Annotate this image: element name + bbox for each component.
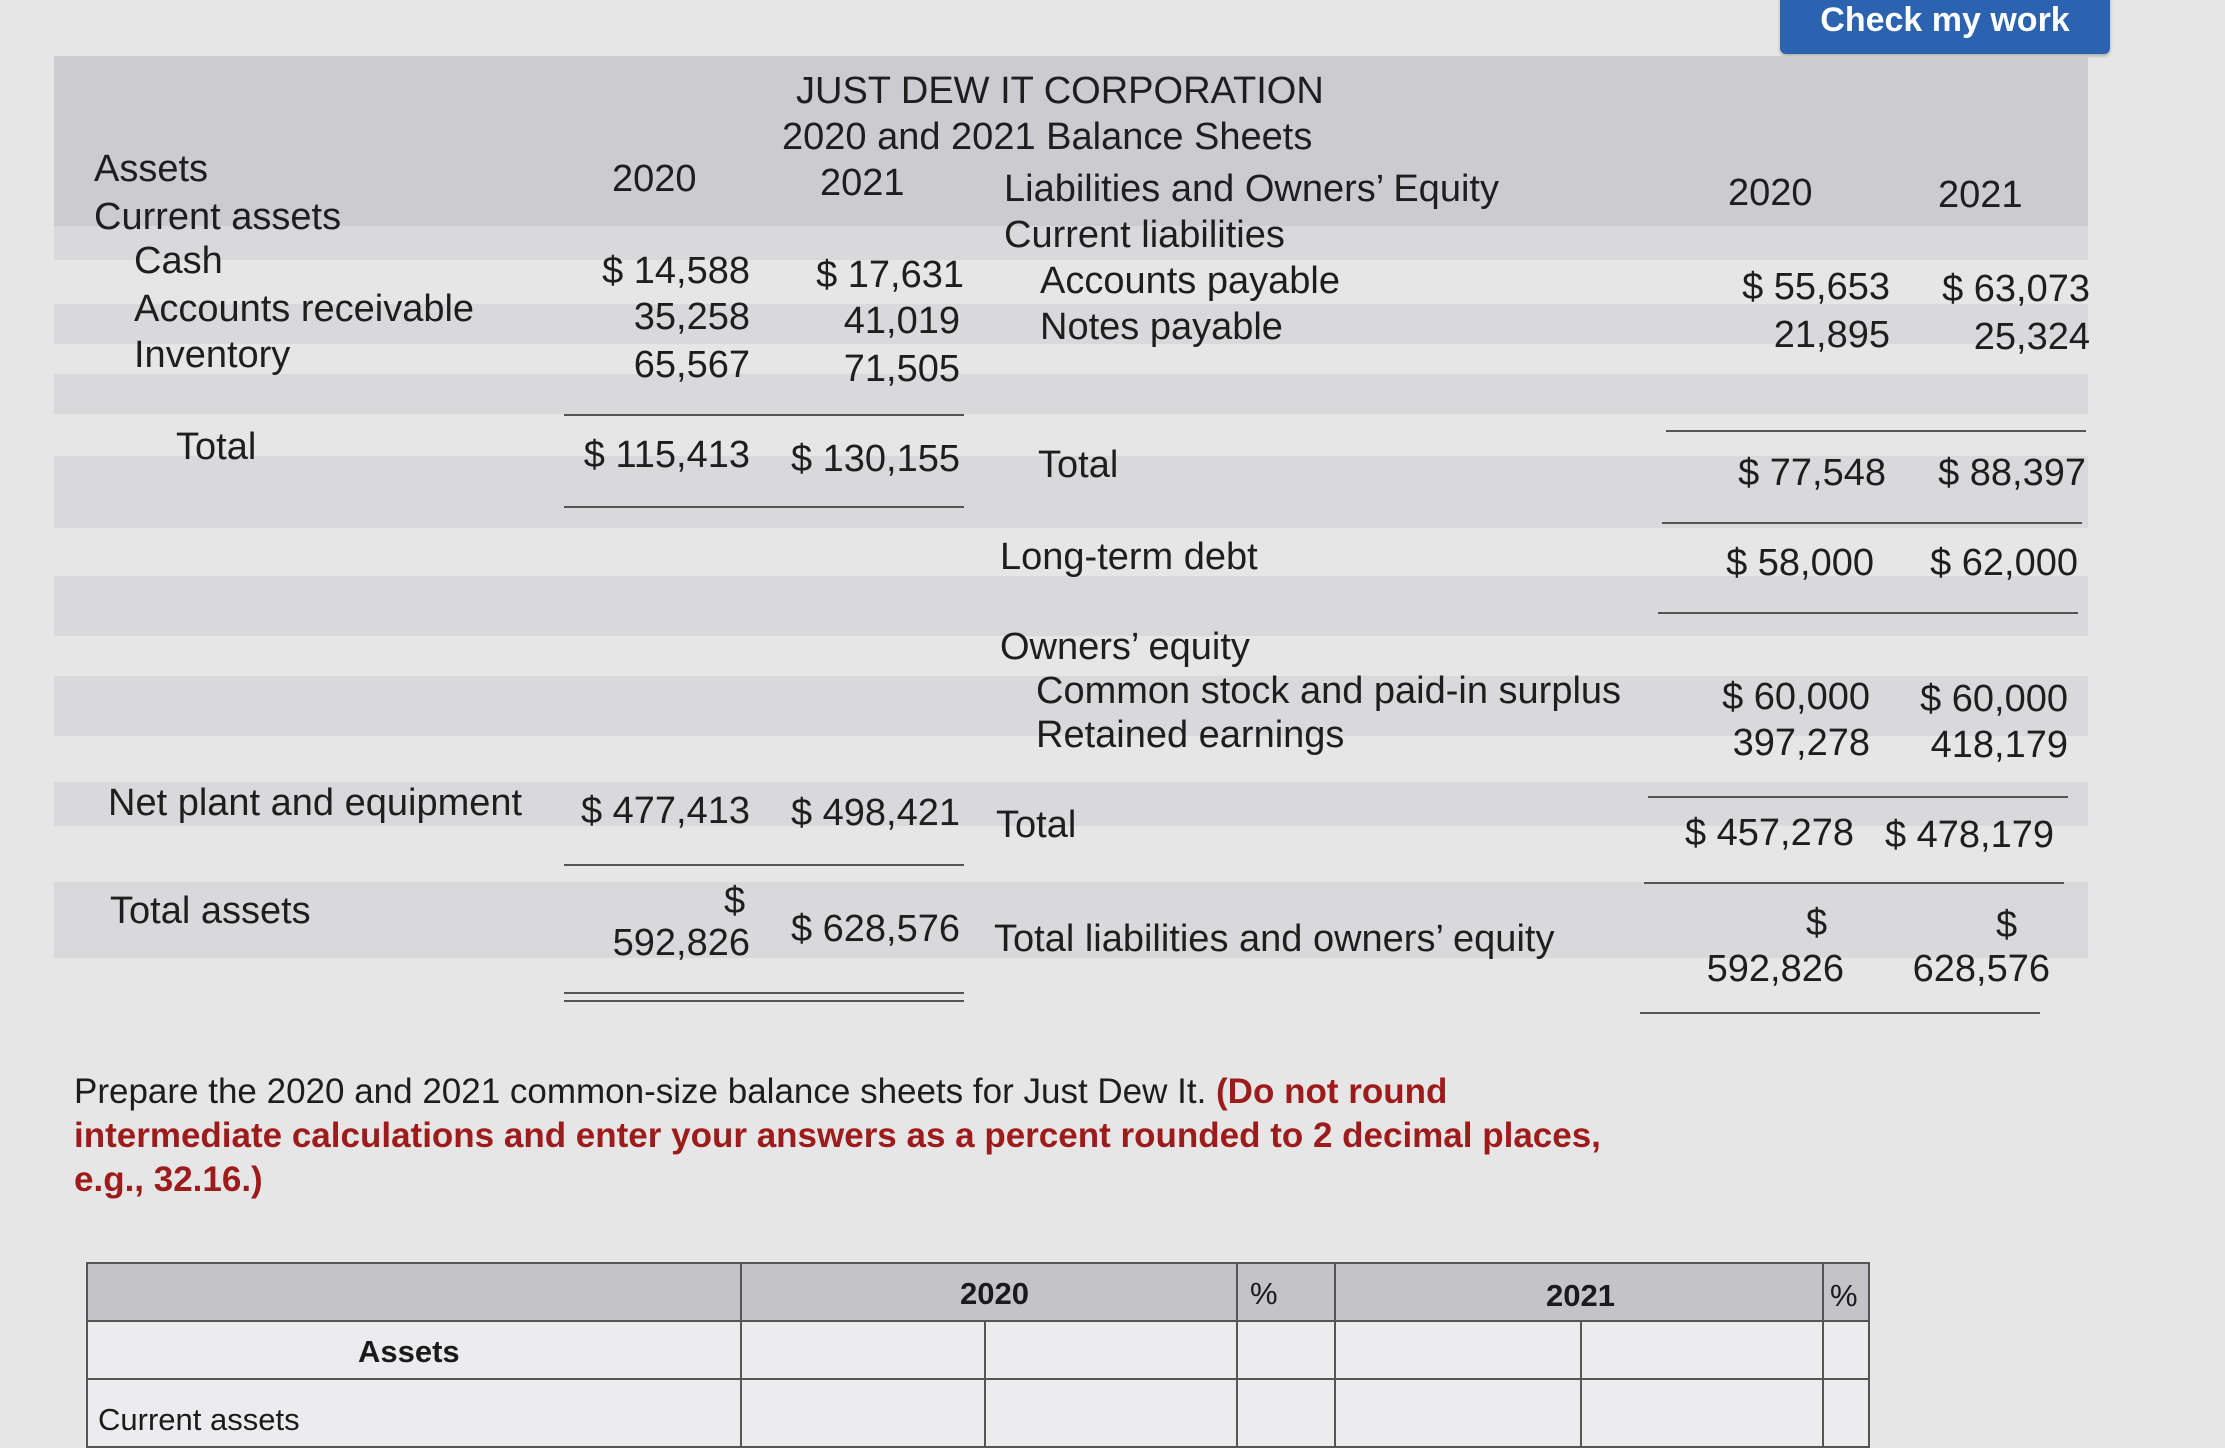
rule xyxy=(564,992,964,994)
rule xyxy=(1648,796,2068,798)
rule xyxy=(564,1000,964,1002)
instructions xyxy=(74,1070,1634,1202)
cash-2020: $ 14,588 xyxy=(602,250,750,292)
pct-2020-header xyxy=(1236,1262,1336,1322)
ar-2020: 35,258 xyxy=(633,296,750,338)
owners-equity-label: Owners’ equity xyxy=(1000,626,1250,668)
cash-2021: $ 17,631 xyxy=(816,254,964,296)
ca-total-2020: $ 115,413 xyxy=(583,434,750,476)
current-assets-row-label: Current assets xyxy=(98,1402,300,1437)
current-assets-2020-input[interactable] xyxy=(740,1378,986,1448)
total-le-dollar-2021: $ xyxy=(1996,904,2018,946)
assets-year-2020: 2020 xyxy=(612,158,697,200)
common-stock-2021: $ 60,000 xyxy=(1920,678,2068,720)
npe-label: Net plant and equipment xyxy=(108,782,523,824)
total-le-2021: 628,576 xyxy=(1912,948,2050,990)
total-assets-2021: $ 628,576 xyxy=(790,908,960,950)
band xyxy=(54,374,2088,414)
total-le-dollar-2020: $ xyxy=(1806,902,1828,944)
company-name: JUST DEW IT CORPORATION xyxy=(796,70,1324,112)
pct-2021-header xyxy=(1822,1262,1870,1322)
current-assets-2021-pct-input[interactable] xyxy=(1580,1378,1824,1448)
rule xyxy=(1658,612,2078,614)
liab-year-2021: 2021 xyxy=(1938,174,2023,216)
liabilities-header: Liabilities and Owners’ Equity xyxy=(1004,168,1499,210)
assets-header: Assets xyxy=(94,148,209,190)
current-assets-label: Current assets xyxy=(94,196,342,238)
ca-total-label: Total xyxy=(176,426,257,468)
pct-2020-label: % xyxy=(1250,1276,1278,1311)
instructions-emphasis: (Do not round intermediate calculations and enter your answers as a percent rounded to 2 decimal places, e.g., 32.16.) xyxy=(74,1072,1601,1199)
npe-2021: $ 498,421 xyxy=(790,792,960,834)
assets-2020-input[interactable] xyxy=(740,1320,986,1380)
col-2020: 2020 xyxy=(960,1276,1029,1311)
np-label: Notes payable xyxy=(1040,306,1283,348)
inventory-2021: 71,505 xyxy=(843,348,960,390)
assets-year-2021: 2021 xyxy=(820,162,905,204)
liab-year-2020: 2020 xyxy=(1728,172,1813,214)
total-assets-label: Total assets xyxy=(110,890,311,932)
ap-2021: $ 63,073 xyxy=(1942,268,2090,310)
inventory-label: Inventory xyxy=(134,334,291,376)
npe-2020: $ 477,413 xyxy=(580,790,750,832)
rule xyxy=(564,864,964,866)
ap-label: Accounts payable xyxy=(1040,260,1340,302)
header-2021-cell xyxy=(1334,1262,1824,1322)
instructions-text: Prepare the 2020 and 2021 common-size balance sheets for Just Dew It. xyxy=(74,1072,1217,1111)
total-le-label: Total liabilities and owners’ equity xyxy=(994,918,1555,960)
ap-2020: $ 55,653 xyxy=(1742,266,1890,308)
oe-total-2021: $ 478,179 xyxy=(1884,814,2054,856)
np-2021: 25,324 xyxy=(1973,316,2090,358)
assets-row-label: Assets xyxy=(358,1334,460,1369)
assets-2021-input[interactable] xyxy=(1334,1320,1582,1380)
rule xyxy=(564,414,964,416)
current-assets-end-cell xyxy=(1822,1378,1870,1448)
rule xyxy=(1662,522,2082,524)
ar-label: Accounts receivable xyxy=(134,288,475,330)
sheet-title: 2020 and 2021 Balance Sheets xyxy=(782,116,1313,158)
ca-total-2021: $ 130,155 xyxy=(790,438,960,480)
assets-row-label-cell xyxy=(86,1320,742,1380)
current-assets-2021-input[interactable] xyxy=(1334,1378,1582,1448)
assets-gap-cell xyxy=(1236,1320,1336,1380)
oe-total-label: Total xyxy=(996,804,1077,846)
assets-2021-pct-input[interactable] xyxy=(1580,1320,1824,1380)
assets-2020-pct-input[interactable] xyxy=(984,1320,1238,1380)
check-my-work-button[interactable]: Check my work xyxy=(1780,0,2110,54)
np-2020: 21,895 xyxy=(1773,314,1890,356)
current-assets-row-label-cell xyxy=(86,1378,742,1448)
oe-total-2020: $ 457,278 xyxy=(1684,812,1854,854)
retained-earnings-label: Retained earnings xyxy=(1036,714,1345,756)
pct-2021-label: % xyxy=(1830,1278,1858,1313)
cl-total-2021: $ 88,397 xyxy=(1938,452,2086,494)
total-assets-dollar: $ xyxy=(724,880,746,922)
ar-2021: 41,019 xyxy=(843,300,960,342)
cl-total-label: Total xyxy=(1038,444,1119,486)
cl-total-2020: $ 77,548 xyxy=(1738,452,1886,494)
rule xyxy=(1640,1012,2040,1014)
ltd-label: Long-term debt xyxy=(1000,536,1258,578)
current-liabilities-label: Current liabilities xyxy=(1004,214,1285,256)
retained-earnings-2020: 397,278 xyxy=(1732,722,1870,764)
common-stock-label: Common stock and paid-in surplus xyxy=(1036,670,1622,712)
ltd-2020: $ 58,000 xyxy=(1726,542,1874,584)
current-assets-gap-cell xyxy=(1236,1378,1336,1448)
rule xyxy=(1666,430,2086,432)
rule xyxy=(1644,882,2064,884)
current-assets-2020-pct-input[interactable] xyxy=(984,1378,1238,1448)
common-stock-2020: $ 60,000 xyxy=(1722,676,1870,718)
balance-sheet xyxy=(54,56,2088,1001)
inventory-2020: 65,567 xyxy=(633,344,750,386)
cash-label: Cash xyxy=(134,240,223,282)
total-le-2020: 592,826 xyxy=(1706,948,1844,990)
assets-end-cell xyxy=(1822,1320,1870,1380)
answer-table xyxy=(86,1262,1870,1444)
col-2021: 2021 xyxy=(1546,1278,1615,1313)
rule xyxy=(564,506,964,508)
ltd-2021: $ 62,000 xyxy=(1930,542,2078,584)
total-assets-2020: 592,826 xyxy=(612,922,750,964)
retained-earnings-2021: 418,179 xyxy=(1930,724,2068,766)
header-blank-cell xyxy=(86,1262,742,1322)
